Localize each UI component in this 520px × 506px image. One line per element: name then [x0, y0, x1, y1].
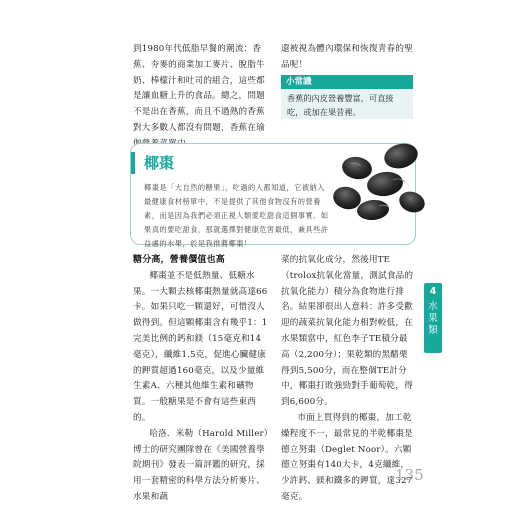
feature-accent-bar	[131, 152, 135, 174]
top-left-paragraph: 到1980年代低脂早餐的潮流：香蕉、夯麥的商業加工麥片、脫脂牛奶、棒檬汁和吐司的組合，這些都是讓血糖上升的食品。總之，問題不是出在香蕉，而且不過熟的香蕉對大多數人都沒有問題，香蕉在瑜	[133, 44, 265, 133]
dates-photo	[327, 140, 427, 224]
bottom-left-paragraph-1: 椰棗並不是低熱量、低糖水果。一大顆去核椰棗熱量就高達66卡。如果只吃一顆還好，可惜沒人做得到。但這顆椰棗含有幾乎1：1完美比例的鈣和鎂（15毫克和14毫克），纖維1.5克，促進心臟健康的鉀質超過160毫克，以及少量維生素A、六種其他維生素和礦物質。一般糖果是不會有這些東西的。	[133, 270, 268, 423]
tip-box	[281, 75, 413, 119]
tip-title: 小常識	[281, 75, 413, 89]
tip-text: 香蕉的內皮營養豐富，可直接吃，或加在果昔裡。	[287, 93, 394, 117]
top-left-column	[133, 42, 270, 153]
top-right-column	[281, 42, 413, 74]
page-number: 135	[395, 466, 424, 484]
bottom-left-column	[133, 253, 269, 506]
feature-title: 椰棗	[144, 154, 175, 172]
chapter-number: 4	[429, 286, 437, 297]
chapter-tab	[424, 283, 442, 353]
bottom-left-paragraph-2: 哈洛．米勒（Harold Miller）博士的研究團隊曾在《美國營養學院期刊》發表一篇評鑑的研究，採用一套精密的科學方法分析麥片、水果和蔬	[133, 428, 269, 502]
top-right-paragraph: 還被視為體內環保和恢復青春的聖品呢！	[281, 44, 413, 70]
chapter-label: 水果類	[428, 301, 438, 336]
bottom-right-paragraph-2: 市面上買得到的椰棗，加工乾燥程度不一，最常見的半乾椰棗是德立努棗（Deglet Noor）。六顆德立努棗有140大卡，4克纖維，少許鈣、鎂和鐵多的鉀質，達327毫克。	[281, 412, 413, 502]
section-heading: 糖分高，營養價值也高	[133, 255, 226, 265]
feature-text: 椰棗是「大自然的糖果」，吃過的人都知道，它被納入最健康食材榜單中，不是提供了其他食物沒有的營養素，而是因為我們必須正視人類愛吃甜食這個事實。如果真的要吃甜食，那就選擇對健康危害最低，兼具些許益處的水果，於是我推薦椰棗！	[144, 183, 329, 248]
bottom-right-paragraph-1: 菜的抗氧化成分，然後用TE（trolox抗氧化當量，測試食品的抗氧化能力）積分為食物進行排名。結果卻很出人意料：許多受歡迎的蔬菜抗氧化能力相對較低，在水果類當中，紅色李子TE積分最高（2,200分）；果乾類的黑醋栗得到5,500分，而在整個TE計分中，椰棗打敗強勁對手葡萄乾，得到6,600分。	[281, 255, 414, 408]
